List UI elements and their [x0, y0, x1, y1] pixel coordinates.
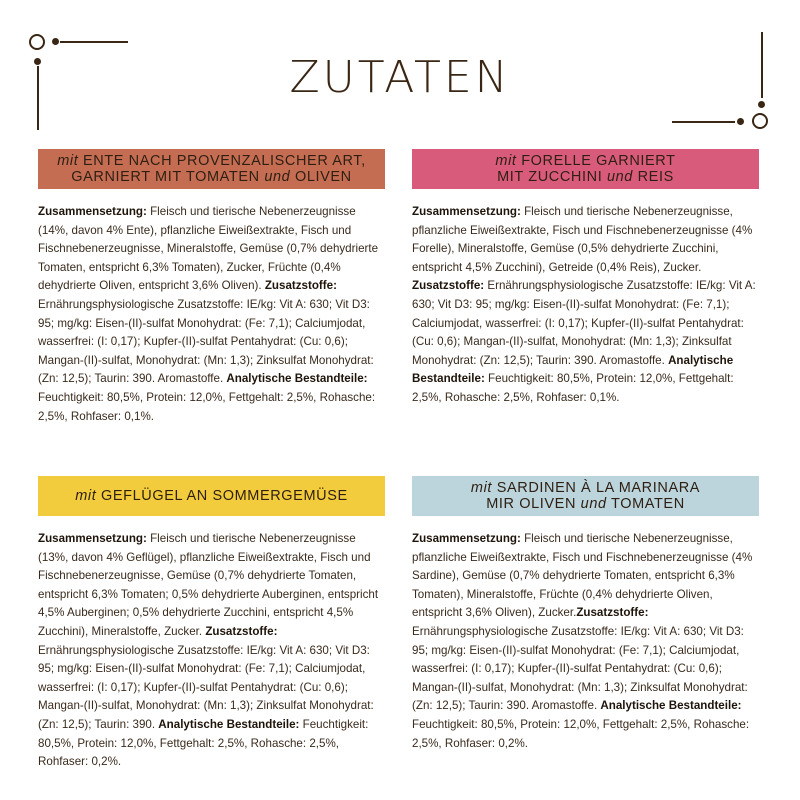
recipe-card-duck	[38, 149, 385, 426]
page-title: ZUTATEN	[289, 52, 511, 103]
recipe-card-sardine	[412, 476, 759, 753]
ingredients-text: Zusammensetzung: Fleisch und tierische Nebenerzeugnisse, pflanzliche Eiweißextrakte, Fisch und Fischnebenerzeugnisse (4% Sardine), Gemüse (0,7% dehydrierte Tomaten, entspricht 6,3% Tomaten), Mineralstoffe, Früchte (0,4% dehydrierte Oliven, entspricht 3,6% Oliven), Zucker.Zusatzstoffe: Ernährungsphysiologische Zusatzstoffe: IE/kg: Vit A: 630; Vit D3: 95; mg/kg: Eisen-(II)-sulfat Monohydrat: (Fe: 7,1); Calciumjodat, wasserfrei: (I: 0,17); Kupfer-(II)-sulfat Pentahydrat: (Cu: 0,6); Mangan-(II)-sulfat, Monohydrat: (Mn: 1,3); Zinksulfat Monohydrat: (Zn: 12,5); Taurin: 390. Aromastoffe. Analytische Bestandteile: Feuchtigkeit: 80,5%, Protein: 12,0%, Fettgehalt: 2,5%, Rohasche: 2,5%, Rohfaser: 0,2%.	[412, 532, 753, 750]
ornament-ring	[29, 34, 45, 50]
recipe-band: mit ENTE NACH PROVENZALISCHER ART, GARNIERT MIT TOMATEN und OLIVEN	[38, 149, 385, 189]
ingredients-text: Zusammensetzung: Fleisch und tierische Nebenerzeugnisse (13%, davon 4% Geflügel), pflanzliche Eiweißextrakte, Fisch und Fischnebenerzeugnisse, Gemüse (0,7% dehydrierte Tomaten, entspricht 6,3% Tomaten; 0,5% dehydrierte Auberginen, entspricht 4,5% Auberginen; 0,5% dehydrierte Zucchini, entspricht 4,5% Zucchini), Mineralstoffe, Zucker. Zusatzstoffe: Ernährungsphysiologische Zusatzstoffe: IE/kg: Vit A: 630; Vit D3: 95; mg/kg: Eisen-(II)-sulfat Monohydrat: (Fe: 7,1); Calciumjodat, wasserfrei: (I: 0,17); Kupfer-(II)-sulfat Pentahydrat: (Cu: 0,6); Mangan-(II)-sulfat, Monohydrat: (Mn: 1,3); Zinksulfat Monohydrat: (Zn: 12,5); Taurin: 390. Analytische Bestandteile: Feuchtigkeit: 80,5%, Protein: 12,0%, Fettgehalt: 2,5%, Rohasche: 2,5%, Rohfaser: 0,2%.	[38, 532, 379, 769]
ingredients-text: Zusammensetzung: Fleisch und tierische Nebenerzeugnisse (14%, davon 4% Ente), pflanzliche Eiweißextrakte, Fisch und Fischnebenerzeugnisse, Mineralstoffe, Gemüse (0,7% dehydrierte Tomaten, entspricht 6,3% Tomaten), Zucker, Früchte (0,4% dehydrierte Oliven, entspricht 3,6% Oliven). Zusatzstoffe: Ernährungsphysiologische Zusatzstoffe: IE/kg: Vit A: 630; Vit D3: 95; mg/kg: Eisen-(II)-sulfat Monohydrat: (Fe: 7,1); Calciumjodat, wasserfrei: (I: 0,17); Kupfer-(II)-sulfat Pentahydrat: (Cu: 0,6); Mangan-(II)-sulfat, Monohydrat: (Mn: 1,3); Zinksulfat Monohydrat: (Zn: 12,5); Taurin: 390. Aromastoffe. Analytische Bestandteile: Feuchtigkeit: 80,5%, Protein: 12,0%, Fettgehalt: 2,5%, Rohasche: 2,5%, Rohfaser: 0,1%.	[38, 205, 379, 423]
recipe-card-trout	[412, 149, 759, 408]
ornament-dot	[737, 118, 744, 125]
ingredients-text: Zusammensetzung: Fleisch und tierische Nebenerzeugnisse, pflanzliche Eiweißextrakte, Fisch und Fischnebenerzeugnisse (4% Forelle), Mineralstoffe, Gemüse (0,5% dehydrierte Zucchini, entspricht 4,5% Zucchini), Getreide (0,4% Reis), Zucker. Zusatzstoffe: Ernährungsphysiologische Zusatzstoffe: IE/kg: Vit A: 630; Vit D3: 95; mg/kg: Eisen-(II)-sulfat Monohydrat: (Fe: 7,1); Calciumjodat, wasserfrei: (I: 0,17); Kupfer-(II)-sulfat Pentahydrat: (Cu: 0,6); Mangan-(II)-sulfat, Monohydrat: (Mn: 1,3); Zinksulfat Monohydrat: (Zn: 12,5); Taurin: 390. Aromastoffe. Analytische Bestandteile: Feuchtigkeit: 80,5%, Protein: 12,0%, Fettgehalt: 2,5%, Rohasche: 2,5%, Rohfaser: 0,1%.	[412, 205, 756, 404]
ornament-dot	[52, 38, 59, 45]
recipe-card-poultry	[38, 476, 385, 772]
ornament-line	[60, 41, 128, 43]
ornament-line	[672, 121, 735, 123]
recipe-band: mit GEFLÜGEL AN SOMMERGEMÜSE	[38, 476, 385, 516]
recipe-band: mit FORELLE GARNIERT MIT ZUCCHINI und REIS	[412, 149, 759, 189]
recipe-band: mit SARDINEN À LA MARINARA MIR OLIVEN und TOMATEN	[412, 476, 759, 516]
ornament-ring	[752, 113, 768, 129]
